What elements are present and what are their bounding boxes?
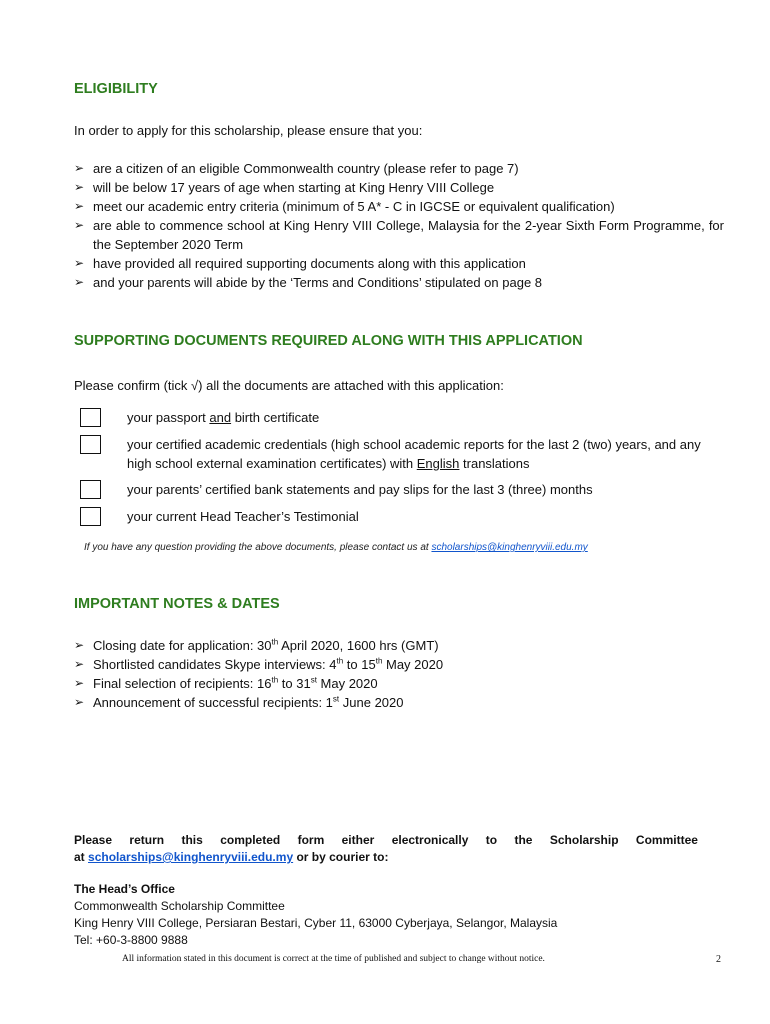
committee-name: Commonwealth Scholarship Committee xyxy=(74,899,285,913)
document-label: your certified academic credentials (high school academic reports for the last 2 (two) years, and any high school external examination certificates) with English translations xyxy=(127,437,701,471)
list-item: ➢ Final selection of recipients: 16th to 31st May 2020 xyxy=(74,675,378,691)
list-item: ➢ will be below 17 years of age when starting at King Henry VIII College xyxy=(74,180,495,195)
list-item: ➢ and your parents will abide by the ‘Terms and Conditions’ stipulated on page 8 xyxy=(74,275,543,290)
notes-list xyxy=(74,636,724,712)
contact-note: If you have any question providing the above documents, please contact us at scholarships@kinghenryviii.edu.my xyxy=(84,542,588,553)
supporting-heading: SUPPORTING DOCUMENTS REQUIRED ALONG WITH THIS APPLICATION xyxy=(74,333,583,349)
arrowhead-bullet-icon: ➢ xyxy=(74,676,85,690)
footer-note: All information stated in this document is correct at the time of published and subject to change without notice. xyxy=(122,954,545,964)
arrowhead-bullet-icon: ➢ xyxy=(74,199,85,213)
document-label: your current Head Teacher’s Testimonial xyxy=(127,509,359,524)
arrowhead-bullet-icon: ➢ xyxy=(74,275,85,289)
list-item: ➢ meet our academic entry criteria (minimum of 5 A* - C in IGCSE or equivalent qualification) xyxy=(74,199,615,214)
eligibility-heading: ELIGIBILITY xyxy=(74,81,158,97)
telephone: Tel: +60-3-8800 9888 xyxy=(74,933,188,947)
arrowhead-bullet-icon: ➢ xyxy=(74,180,85,194)
return-email-link[interactable]: scholarships@kinghenryviii.edu.my xyxy=(88,850,294,864)
return-instructions xyxy=(74,832,698,866)
eligibility-list xyxy=(74,159,724,292)
return-line-1: Please return this completed form either electronically to the Scholarship Committee xyxy=(74,833,698,847)
page-number: 2 xyxy=(716,954,721,965)
contact-email-link[interactable]: scholarships@kinghenryviii.edu.my xyxy=(431,542,588,553)
arrowhead-bullet-icon: ➢ xyxy=(74,695,85,709)
list-item: ➢ Shortlisted candidates Skype interviews: 4th to 15th May 2020 xyxy=(74,656,444,672)
office-name: The Head’s Office xyxy=(74,882,175,896)
arrowhead-bullet-icon: ➢ xyxy=(74,657,85,671)
passport-checkbox[interactable] xyxy=(80,408,101,427)
supporting-intro: Please confirm (tick √) all the documents are attached with this application: xyxy=(74,378,504,393)
arrowhead-bullet-icon: ➢ xyxy=(74,256,85,270)
notes-heading: IMPORTANT NOTES & DATES xyxy=(74,596,280,612)
document-label: your passport and birth certificate xyxy=(127,410,320,425)
list-item: ➢ have provided all required supporting documents along with this application xyxy=(74,256,526,271)
street-address: King Henry VIII College, Persiaran Bestari, Cyber 11, 63000 Cyberjaya, Selangor, Malaysia xyxy=(74,916,558,930)
bank-statements-checkbox[interactable] xyxy=(80,480,101,499)
eligibility-intro: In order to apply for this scholarship, please ensure that you: xyxy=(74,123,423,138)
academic-credentials-checkbox[interactable] xyxy=(80,435,101,454)
arrowhead-bullet-icon: ➢ xyxy=(74,161,85,175)
address-block xyxy=(74,881,557,949)
document-label: your parents’ certified bank statements and pay slips for the last 3 (three) months xyxy=(127,482,593,497)
arrowhead-bullet-icon: ➢ xyxy=(74,638,85,652)
list-item: ➢ Closing date for application: 30th April 2020, 1600 hrs (GMT) xyxy=(74,637,439,653)
arrowhead-bullet-icon: ➢ xyxy=(74,218,85,232)
testimonial-checkbox[interactable] xyxy=(80,507,101,526)
list-item: ➢ Announcement of successful recipients: 1st June 2020 xyxy=(74,694,404,710)
list-item: ➢ are a citizen of an eligible Commonwealth country (please refer to page 7) xyxy=(74,161,519,176)
list-item: ➢ are able to commence school at King Henry VIII College, Malaysia for the 2-year Sixth Form Programme, for the September 2020 Term xyxy=(74,218,724,252)
return-line-2: at scholarships@kinghenryviii.edu.my or by courier to: xyxy=(74,850,389,864)
